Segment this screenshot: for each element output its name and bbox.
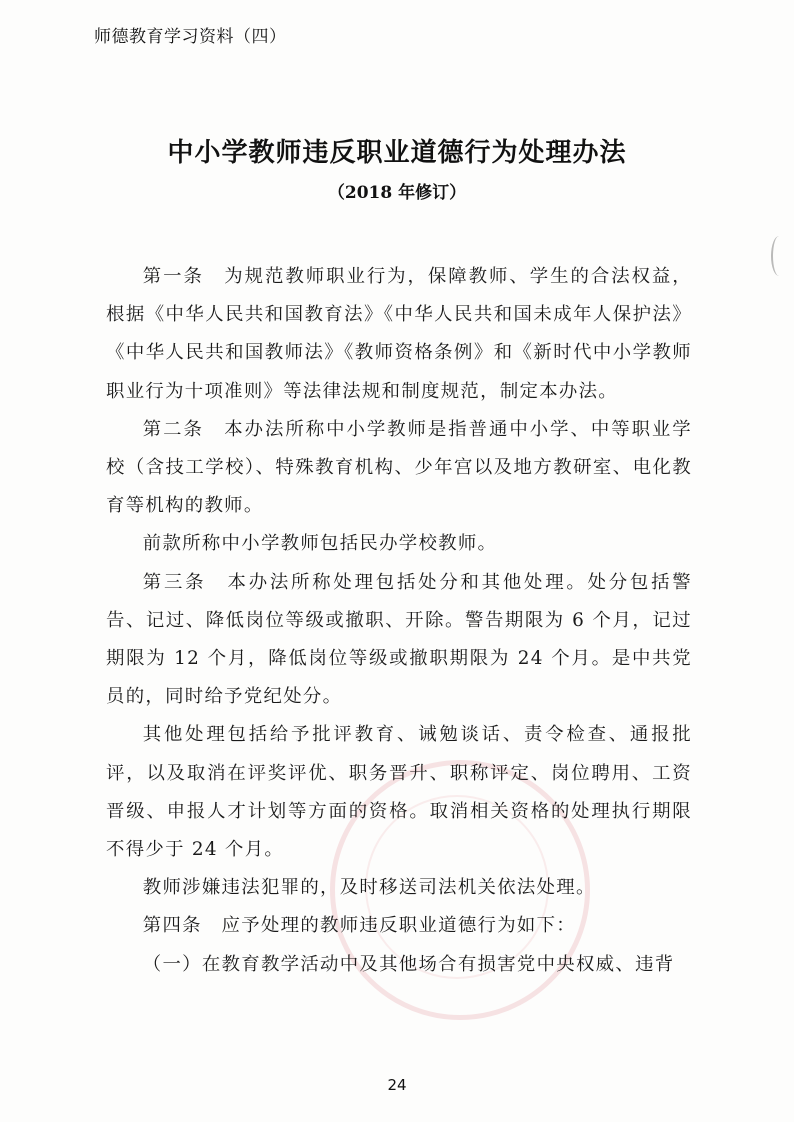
document-body (106, 258, 692, 984)
paragraph-item-1: （一）在教育教学活动中及其他场合有损害党中央权威、违背 (142, 953, 675, 975)
page-header: 师德教育学习资料（四） (94, 27, 287, 47)
document-title: 中小学教师违反职业道德行为处理办法 (167, 138, 627, 168)
paragraph-other-handling: 其他处理包括给予批评教育、诫勉谈话、责令检查、通报批评，以及取消在评奖评优、职务晋升、职称评定、岗位聘用、工资晋级、申报人才计划等方面的资格。取消相关资格的处理执行期限不得少于 24 个月。 (106, 724, 692, 861)
paragraph-article-2: 第二条 本办法所称中小学教师是指普通中小学、中等职业学校（含技工学校）、特殊教育机构、少年宫以及地方教研室、电化教育等机构的教师。 (106, 418, 692, 517)
binding-hole-mark (771, 236, 787, 276)
document-subtitle: （2018 年修订） (327, 183, 467, 203)
paragraph-article-1: 第一条 为规范教师职业行为，保障教师、学生的合法权益，根据《中华人民共和国教育法》《中华人民共和国未成年人保护法》《中华人民共和国教师法》《教师资格条例》和《新时代中小学教师职业行为十项准则》等法律法规和制度规范，制定本办法。 (106, 266, 692, 402)
paragraph-article-4: 第四条 应予处理的教师违反职业道德行为如下： (142, 915, 576, 937)
page-number: 24 (387, 1076, 407, 1094)
paragraph-article-3: 第三条 本办法所称处理包括处分和其他处理。处分包括警告、记过、降低岗位等级或撤职、开除。警告期限为 6 个月，记过期限为 12 个月，降低岗位等级或撤职期限为 24 个月。是中共党员的，同时给予党纪处分。 (106, 571, 692, 708)
paragraph-private-schools: 前款所称中小学教师包括民办学校教师。 (142, 533, 498, 555)
paragraph-criminal-referral: 教师涉嫌违法犯罪的，及时移送司法机关依法处理。 (142, 877, 596, 899)
